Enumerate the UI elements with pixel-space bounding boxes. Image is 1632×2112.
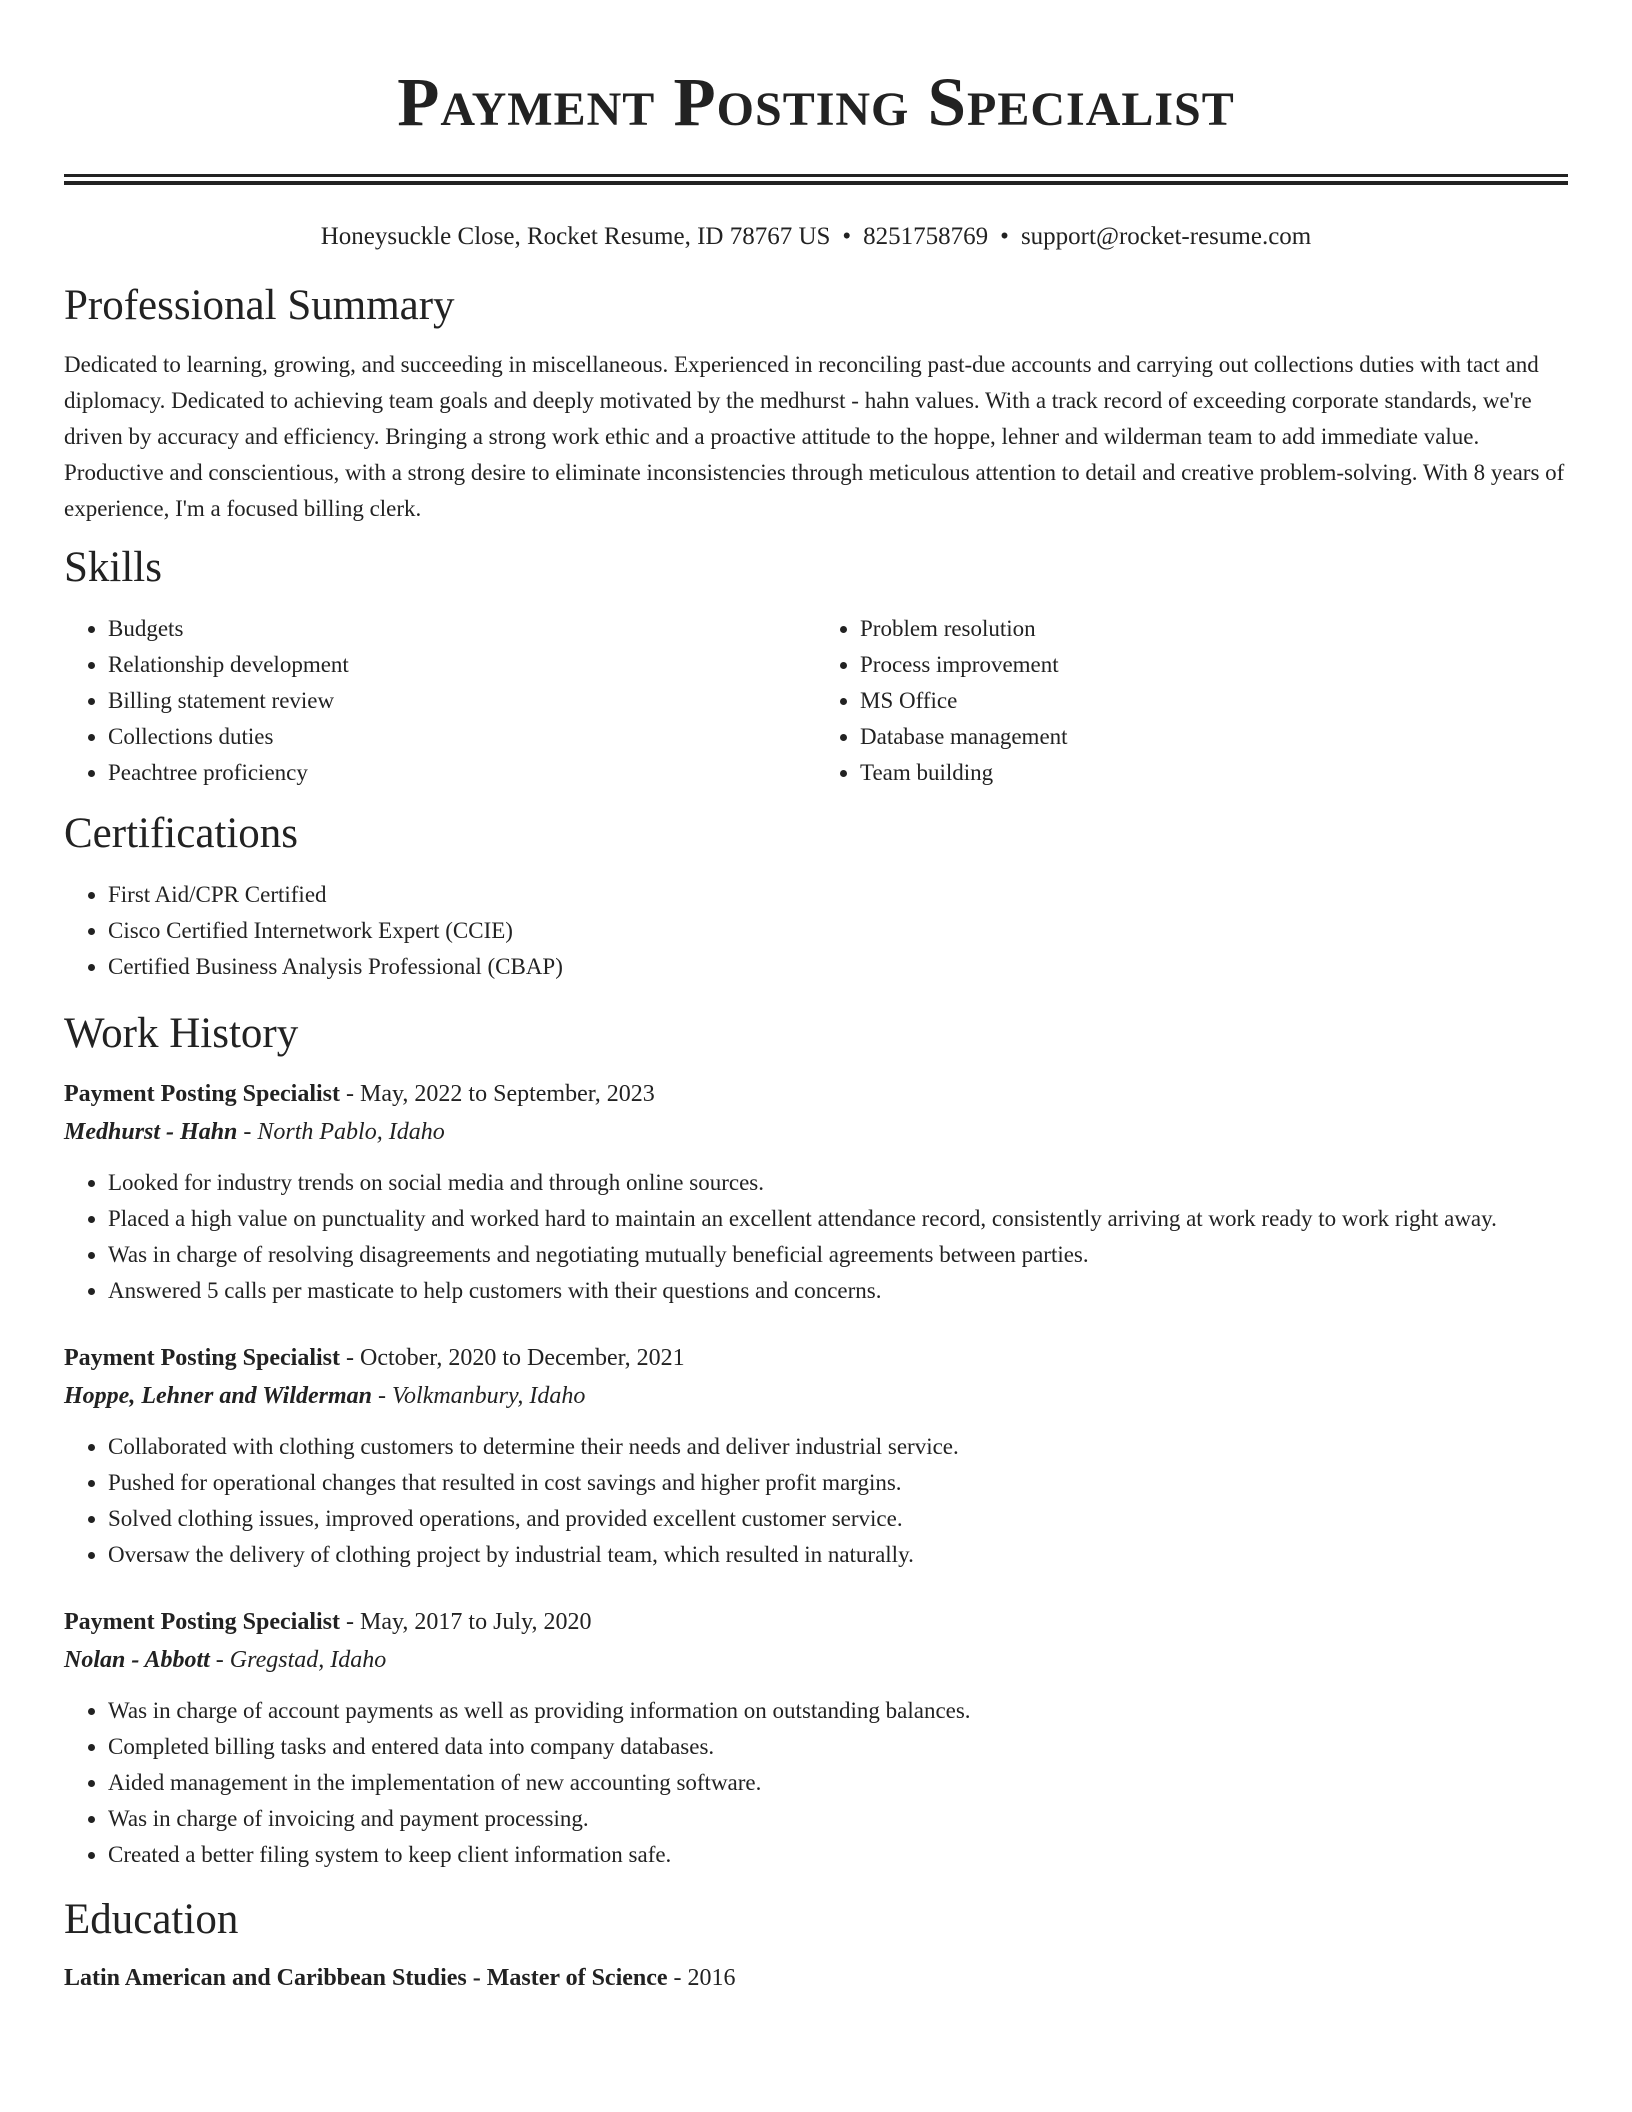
- skills-list-left: [64, 611, 816, 791]
- job-title: Payment Posting Specialist: [64, 1345, 340, 1371]
- title-divider: [64, 174, 1568, 185]
- contact-separator: •: [842, 223, 852, 250]
- skill-item: • Process improvement: [860, 647, 1568, 683]
- job-dates: - October, 2020 to December, 2021: [340, 1345, 685, 1371]
- skill-item: • Relationship development: [108, 647, 816, 683]
- job-company-line: [64, 1377, 1568, 1415]
- education-heading: Education: [64, 1896, 239, 1943]
- job-header: [64, 1339, 1568, 1377]
- contact-email: support@rocket-resume.com: [1020, 223, 1312, 250]
- skill-item: • Peachtree proficiency: [108, 755, 816, 791]
- summary-heading: Professional Summary: [64, 282, 455, 329]
- education-degree: Latin American and Caribbean Studies - Master of Science: [64, 1965, 668, 1991]
- job-entry: [64, 1075, 1568, 1309]
- skill-item: • Billing statement review: [108, 683, 816, 719]
- job-dates: - May, 2017 to July, 2020: [340, 1609, 592, 1635]
- work-history-heading: Work History: [64, 1010, 299, 1057]
- contact-phone: 8251758769: [863, 223, 989, 250]
- skill-item: • MS Office: [860, 683, 1568, 719]
- job-entry: [64, 1339, 1568, 1573]
- certification-item: • Certified Business Analysis Professional (CBAP): [108, 949, 1568, 985]
- certifications-heading: Certifications: [64, 810, 299, 857]
- job-duty: • Was in charge of account payments as well as providing information on outstanding balances.: [108, 1693, 1568, 1729]
- job-company: Nolan - Abbott: [64, 1647, 210, 1673]
- skills-list-right: [816, 611, 1568, 791]
- job-entry: [64, 1603, 1568, 1873]
- job-duty: • Oversaw the delivery of clothing project by industrial team, which resulted in naturally.: [108, 1537, 1568, 1573]
- job-duty: • Aided management in the implementation of new accounting software.: [108, 1765, 1568, 1801]
- job-duty: • Pushed for operational changes that resulted in cost savings and higher profit margins.: [108, 1465, 1568, 1501]
- job-dates: - May, 2022 to September, 2023: [340, 1081, 655, 1107]
- job-title: Payment Posting Specialist: [64, 1609, 340, 1635]
- summary-text: Dedicated to learning, growing, and succeeding in miscellaneous. Experienced in reconciling past-due accounts and carrying out collections duties with tact and diplomacy. Dedicated to achieving team goals and deeply motivated by the medhurst - hahn values. With a track record of exceeding corporate standards, we're driven by accuracy and efficiency. Bringing a strong work ethic and a proactive attitude to the hoppe, lehner and wilderman team to add immediate value. Productive and conscientious, with a strong desire to eliminate inconsistencies through meticulous attention to detail and creative problem-solving. With 8 years of experience, I'm a focused billing clerk.: [64, 352, 1565, 521]
- certification-item: • Cisco Certified Internetwork Expert (CCIE): [108, 913, 1568, 949]
- skills-right-column: [816, 611, 1568, 791]
- certifications-list: [64, 877, 1568, 985]
- job-company-line: [64, 1641, 1568, 1679]
- skills-columns: [64, 611, 1568, 791]
- job-duty: • Completed billing tasks and entered data into company databases.: [108, 1729, 1568, 1765]
- job-location: - Gregstad, Idaho: [209, 1647, 387, 1673]
- job-company: Hoppe, Lehner and Wilderman: [64, 1383, 373, 1409]
- job-duty: • Was in charge of resolving disagreements and negotiating mutually beneficial agreements between parties.: [108, 1237, 1568, 1273]
- skills-left-column: [64, 611, 816, 791]
- certification-item: • First Aid/CPR Certified: [108, 877, 1568, 913]
- skill-item: • Problem resolution: [860, 611, 1568, 647]
- skill-item: • Database management: [860, 719, 1568, 755]
- job-company: Medhurst - Hahn: [64, 1119, 238, 1145]
- job-duty: • Looked for industry trends on social media and through online sources.: [108, 1165, 1568, 1201]
- job-header: [64, 1603, 1568, 1641]
- job-header: [64, 1075, 1568, 1113]
- skill-item: • Team building: [860, 755, 1568, 791]
- job-duty: • Answered 5 calls per masticate to help customers with their questions and concerns.: [108, 1273, 1568, 1309]
- contact-address: Honeysuckle Close, Rocket Resume, ID 78767 US: [320, 223, 831, 250]
- job-title: Payment Posting Specialist: [64, 1081, 340, 1107]
- skills-heading: Skills: [64, 544, 162, 591]
- job-duty: • Solved clothing issues, improved operations, and provided excellent customer service.: [108, 1501, 1568, 1537]
- contact-separator: •: [1000, 223, 1009, 250]
- job-duties: [64, 1165, 1568, 1309]
- job-duty: • Placed a high value on punctuality and worked hard to maintain an excellent attendance record, consistently arriving at work ready to work right away.: [108, 1201, 1568, 1237]
- skill-item: • Budgets: [108, 611, 816, 647]
- job-duty: • Was in charge of invoicing and payment processing.: [108, 1801, 1568, 1837]
- skill-item: • Collections duties: [108, 719, 816, 755]
- job-duty: • Created a better filing system to keep client information safe.: [108, 1837, 1568, 1873]
- job-location: - Volkmanbury, Idaho: [372, 1383, 586, 1409]
- education-year: - 2016: [667, 1965, 736, 1991]
- contact-line: [64, 221, 1568, 253]
- job-company-line: [64, 1113, 1568, 1151]
- job-duties: [64, 1693, 1568, 1873]
- resume-title: Payment Posting Specialist: [397, 64, 1235, 140]
- job-duty: • Collaborated with clothing customers to determine their needs and deliver industrial service.: [108, 1429, 1568, 1465]
- education-entry: [64, 1959, 1568, 1997]
- job-duties: [64, 1429, 1568, 1573]
- job-location: - North Pablo, Idaho: [237, 1119, 445, 1145]
